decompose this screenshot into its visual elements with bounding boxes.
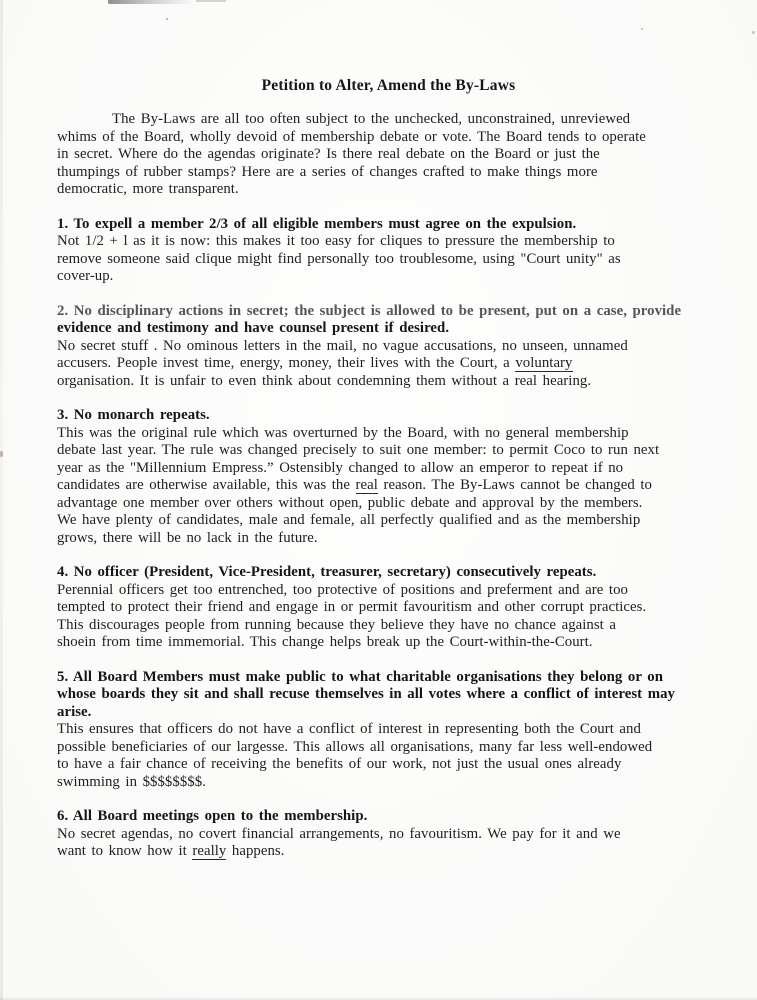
section-5-body — [57, 721, 720, 791]
text-line — [57, 826, 720, 844]
scan-artifact-speck — [166, 18, 168, 20]
text-line — [57, 233, 720, 251]
text-line — [57, 303, 720, 321]
section-4 — [57, 564, 720, 652]
text-line — [57, 686, 720, 704]
section-2-body — [57, 338, 720, 391]
text-segment: thumpings of rubber stamps? Here are a series of changes crafted to make things more — [57, 163, 598, 180]
text-segment: 2. No disciplinary actions in secret; the subject is allowed to be present, put on a case, provide — [57, 302, 682, 319]
scan-artifact-top-smudge-2 — [196, 0, 226, 2]
section-1-body — [57, 233, 720, 286]
underlined-text: voluntary — [515, 355, 573, 371]
text-segment: whims of the Board, wholly devoid of membership debate or vote. The Board tends to operate — [57, 128, 646, 145]
text-line — [57, 320, 720, 338]
section-5 — [57, 669, 720, 792]
section-1-heading — [57, 216, 720, 234]
section-3 — [57, 407, 720, 547]
section-3-body — [57, 425, 720, 548]
text-line — [57, 216, 720, 234]
text-line — [57, 425, 720, 443]
document-title: Petition to Alter, Amend the By-Laws — [261, 77, 516, 94]
text-segment: candidates are otherwise available, this was the — [57, 477, 356, 493]
intro-paragraph — [57, 111, 720, 199]
scan-artifact-speck — [752, 31, 755, 34]
text-segment: 3. No monarch repeats. — [57, 407, 210, 423]
text-segment: remove someone said clique might find personally too troublesome, using "Court unity" as — [57, 250, 621, 267]
text-segment: evidence and testimony and have counsel present if desired. — [57, 320, 450, 336]
text-line — [57, 442, 720, 460]
text-segment: arise. — [57, 703, 92, 720]
text-line — [57, 146, 720, 164]
section-6-body — [57, 826, 720, 861]
text-segment: whose boards they sit and shall recuse themselves in all votes where a conflict of interest may — [57, 686, 675, 702]
text-line — [57, 338, 720, 356]
text-line — [57, 495, 720, 513]
text-segment: This was the original rule which was overturned by the Board, with no general membership — [57, 424, 629, 441]
scan-artifact-speck — [0, 451, 3, 457]
text-segment: reason. The By-Laws cannot be changed to — [377, 477, 652, 493]
scan-artifact-top-smudge — [108, 0, 194, 4]
text-segment: 6. All Board meetings open to the membership. — [57, 808, 368, 824]
section-3-heading — [57, 407, 720, 425]
text-segment: 4. No officer (President, Vice-President, treasurer, secretary) consecutively repeats. — [57, 564, 597, 580]
text-segment: democratic, more transparent. — [57, 181, 239, 197]
text-line — [57, 268, 720, 286]
text-segment: tempted to protect their friend and engage in or permit favouritism and other corrupt practices. — [57, 599, 647, 615]
text-line — [57, 460, 720, 478]
text-segment: happens. — [226, 843, 285, 859]
underlined-text: real — [355, 477, 378, 493]
text-line — [57, 599, 720, 617]
text-segment: This discourages people from running because they believe they have no chance against a — [57, 616, 617, 633]
text-segment: possible beneficiaries of our largesse. This allows all organisations, many far less well-endowed — [57, 738, 653, 755]
underlined-text: really — [192, 843, 227, 859]
text-segment: 1. To expell a member 2/3 of all eligible members must agree on the expulsion. — [57, 215, 577, 232]
text-segment: swimming in $$$$$$$$. — [57, 773, 206, 790]
text-line — [57, 704, 720, 722]
section-2-heading — [57, 303, 720, 338]
text-segment: 5. All Board Members must make public to what charitable organisations they belong or on — [57, 668, 664, 685]
text-line — [57, 582, 720, 600]
text-line — [57, 564, 720, 582]
section-6 — [57, 808, 720, 861]
text-segment: accusers. People invest time, energy, money, their lives with the Court, a — [57, 355, 516, 371]
text-segment: organisation. It is unfair to even think about condemning them without a real hearing. — [57, 372, 592, 389]
text-line — [57, 181, 720, 199]
document-content — [57, 76, 720, 861]
section-6-heading — [57, 808, 720, 826]
text-segment: shoein from time immemorial. This change helps break up the Court-within-the-Court. — [57, 634, 593, 650]
scan-artifact-left-edge — [0, 0, 3, 1000]
text-segment: year as the "Millennium Empress.” Ostensibly changed to allow an emperor to repeat if no — [57, 459, 624, 476]
text-segment: This ensures that officers do not have a conflict of interest in representing both the Court and — [57, 721, 641, 737]
text-line — [57, 808, 720, 826]
scan-artifact-speck — [641, 28, 643, 30]
text-segment: in secret. Where do the agendas originate? Is there real debate on the Board or just the — [57, 146, 600, 162]
text-line — [57, 774, 720, 792]
text-line — [57, 617, 720, 635]
text-line — [57, 373, 720, 391]
section-5-heading — [57, 669, 720, 722]
text-line — [57, 164, 720, 182]
text-line — [57, 251, 720, 269]
text-segment: grows, there will be no lack in the future. — [57, 529, 318, 546]
text-segment: The By-Laws are all too often subject to the unchecked, unconstrained, unreviewed — [112, 111, 631, 127]
text-line — [57, 477, 720, 495]
text-line — [57, 407, 720, 425]
text-segment: to have a fair chance of receiving the benefits of our work, not just the usual ones already — [57, 756, 622, 772]
text-segment: Not 1/2 + l as it is now: this makes it too easy for cliques to pressure the membership to — [57, 233, 615, 249]
text-line — [57, 739, 720, 757]
text-segment: Perennial officers get too entrenched, too protective of positions and preferment and are too — [57, 581, 628, 598]
section-1 — [57, 216, 720, 286]
text-segment: cover-up. — [57, 268, 114, 284]
text-line — [57, 512, 720, 530]
text-line — [57, 355, 720, 373]
text-segment: No secret agendas, no covert financial arrangements, no favouritism. We pay for it and we — [57, 825, 621, 842]
text-segment: want to know how it — [57, 843, 193, 859]
text-segment: We have plenty of candidates, male and female, all perfectly qualified and as the membership — [57, 512, 641, 528]
text-line — [57, 721, 720, 739]
section-2 — [57, 303, 720, 391]
section-4-heading — [57, 564, 720, 582]
text-line — [57, 634, 720, 652]
text-line — [57, 129, 720, 147]
text-line — [57, 843, 720, 861]
text-line — [57, 669, 720, 687]
text-line — [57, 111, 720, 129]
text-segment: debate last year. The rule was changed precisely to suit one member: to permit Coco to run next — [57, 442, 660, 458]
text-segment: advantage one member over others without open, public debate and approval by the members. — [57, 494, 643, 511]
text-line — [57, 530, 720, 548]
text-line — [57, 756, 720, 774]
text-segment: No secret stuff . No ominous letters in the mail, no vague accusations, no unseen, unnamed — [57, 337, 628, 354]
section-4-body — [57, 582, 720, 652]
